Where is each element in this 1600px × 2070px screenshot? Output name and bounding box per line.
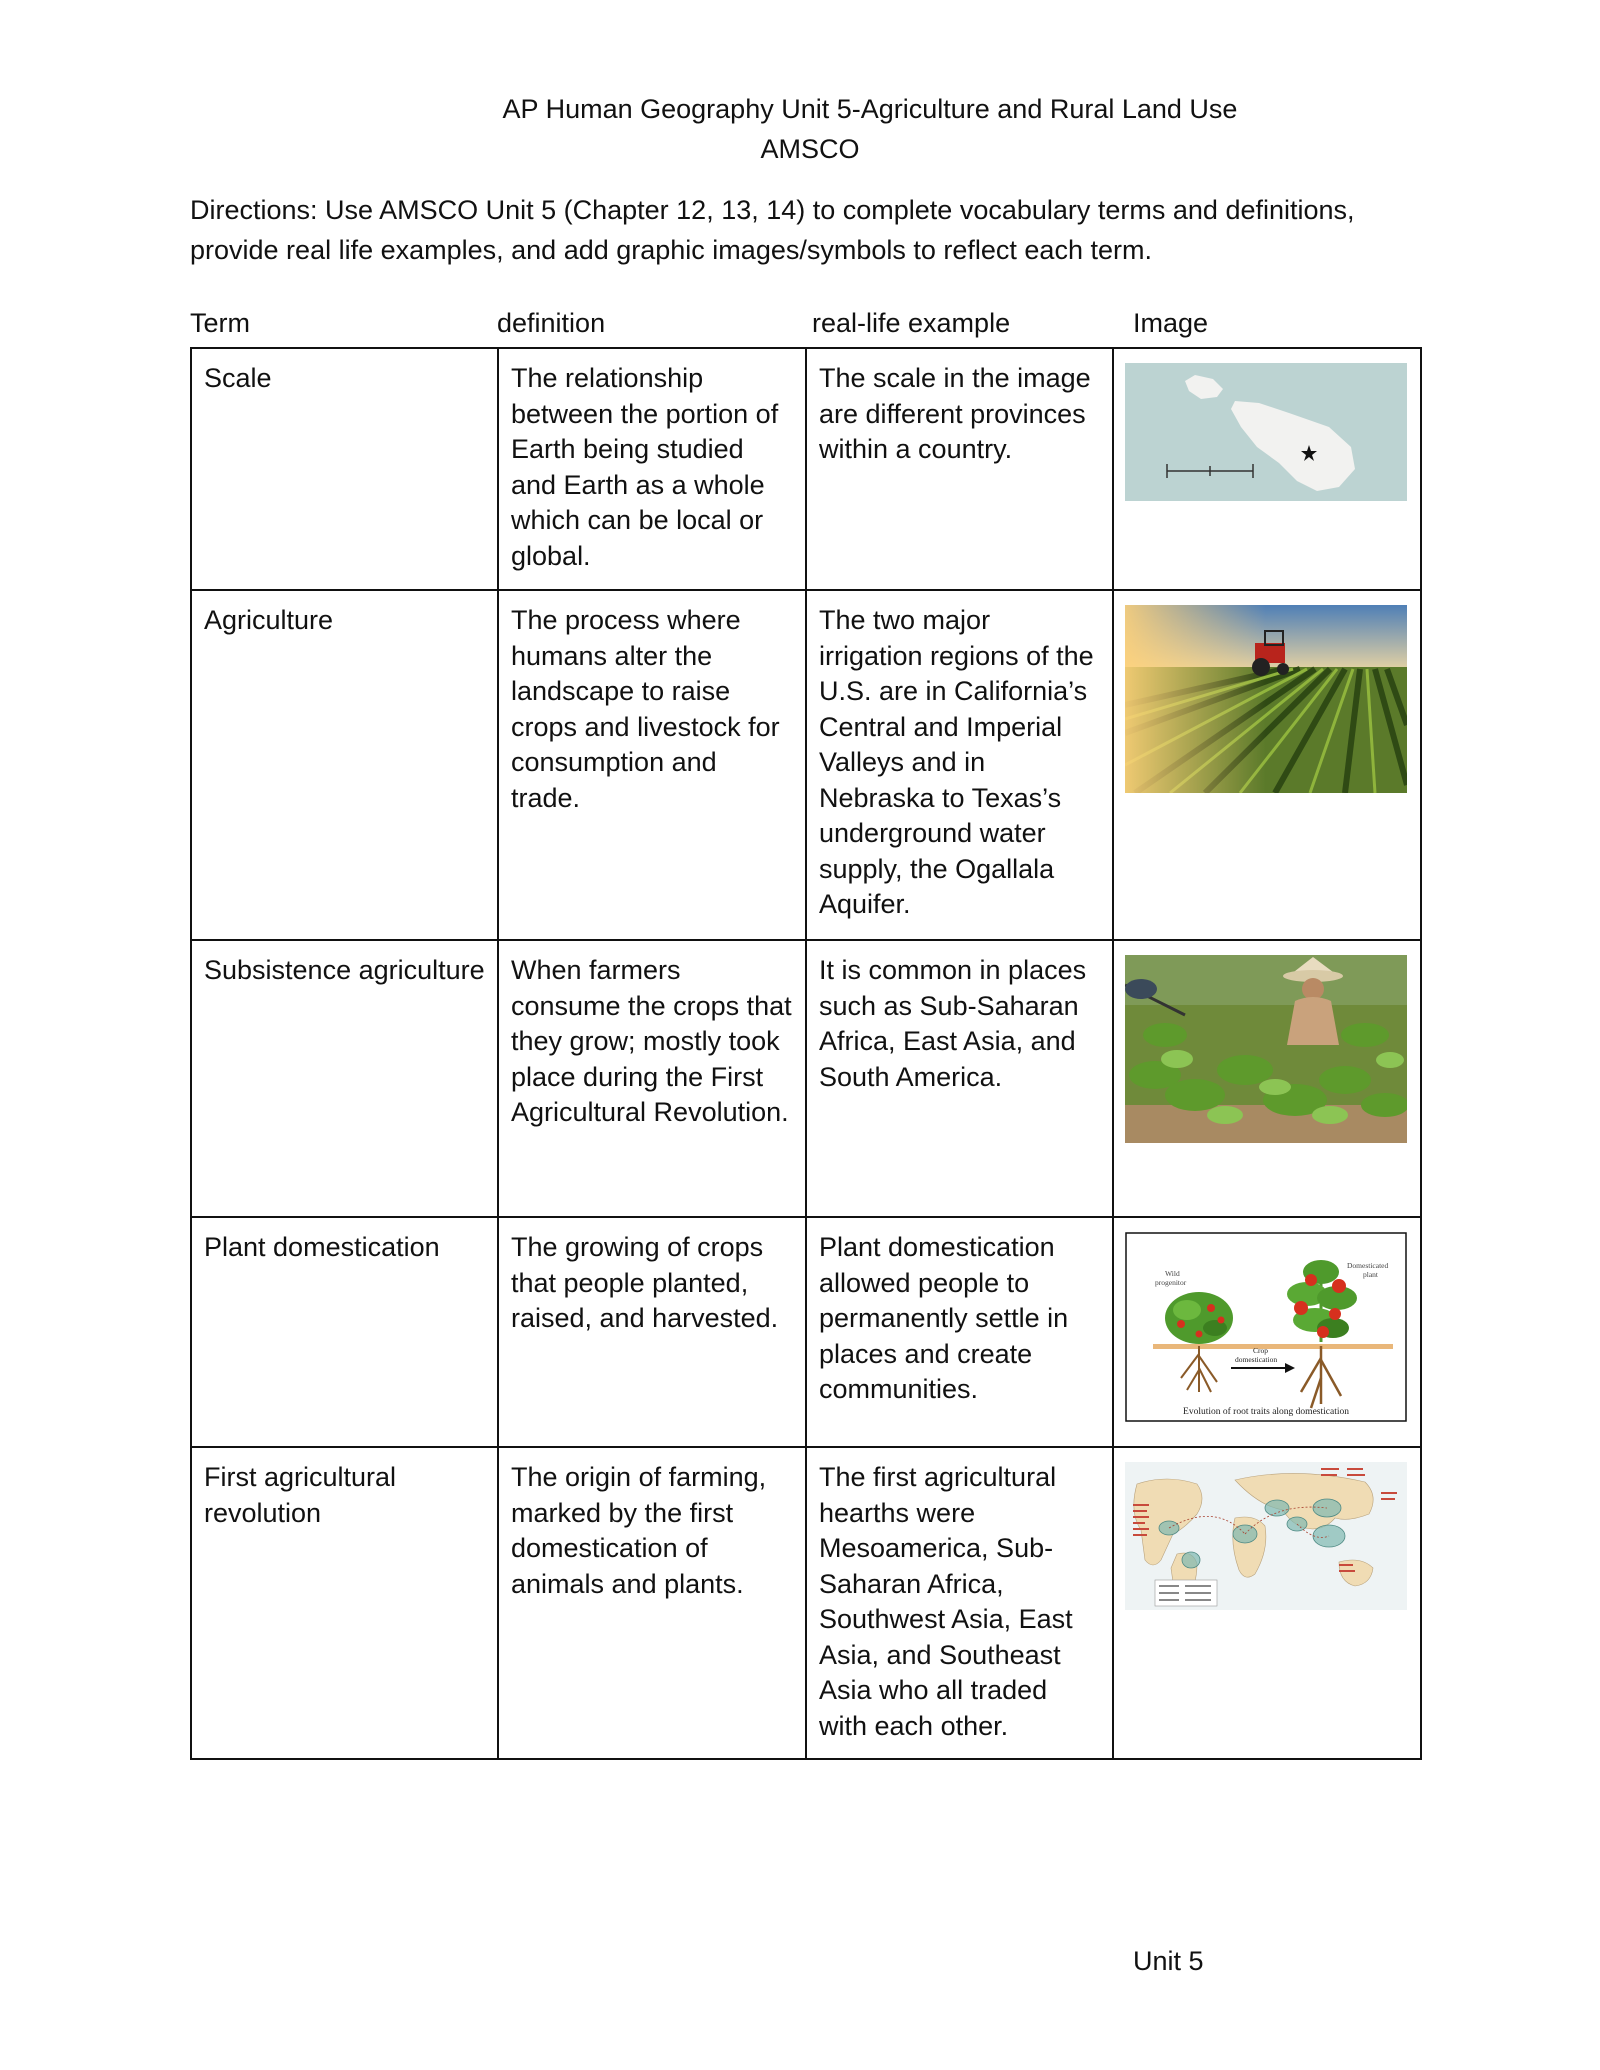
term-cell: Agriculture xyxy=(191,590,498,940)
arrow-label-line2: domestication xyxy=(1235,1355,1278,1364)
table-row xyxy=(191,1447,1421,1759)
image-cell xyxy=(1113,940,1421,1217)
document-title: AP Human Geography Unit 5-Agriculture and Rural Land Use xyxy=(502,94,1238,124)
term-cell: Plant domestication xyxy=(191,1217,498,1447)
example-cell: The two major irrigation regions of the U.S. are in California’s Central and Imperial Valleys and in Nebraska to Texas’s underground water supply, the Ogallala Aquifer. xyxy=(806,590,1113,940)
example-cell: The first agricultural hearths were Mesoamerica, Sub-Saharan Africa, Southwest Asia, East Asia, and Southeast Asia who all traded with each other. xyxy=(806,1447,1113,1759)
agricultural-hearths-world-map xyxy=(1125,1462,1407,1610)
map-with-scale-bar-image xyxy=(1125,363,1407,501)
page-footer: Unit 5 xyxy=(1133,1946,1204,1976)
plant-domestication-diagram xyxy=(1125,1232,1407,1422)
image-cell xyxy=(1113,1447,1421,1759)
definition-cell: The relationship between the portion of Earth being studied and Earth as a whole which can be local or global. xyxy=(498,348,806,590)
wild-label-line2: progenitor xyxy=(1155,1278,1187,1287)
term-cell: First agricultural revolution xyxy=(191,1447,498,1759)
domesticated-label-line1: Domesticated xyxy=(1347,1261,1389,1270)
farmer-tending-crops-photo xyxy=(1125,955,1407,1143)
table-row xyxy=(191,348,1421,590)
tractor-in-field-photo xyxy=(1125,605,1407,793)
image-cell xyxy=(1113,1217,1421,1447)
domesticated-label-line2: plant xyxy=(1363,1270,1378,1279)
column-header-definition: definition xyxy=(497,308,606,338)
definition-cell: The growing of crops that people planted, raised, and harvested. xyxy=(498,1217,806,1447)
definition-cell: When farmers consume the crops that they grow; mostly took place during the First Agricultural Revolution. xyxy=(498,940,806,1217)
definition-cell: The process where humans alter the landscape to raise crops and livestock for consumption and trade. xyxy=(498,590,806,940)
table-row xyxy=(191,940,1421,1217)
image-cell xyxy=(1113,590,1421,940)
definition-cell: The origin of farming, marked by the first domestication of animals and plants. xyxy=(498,1447,806,1759)
arrow-label-line1: Crop xyxy=(1253,1346,1268,1355)
directions-text: Directions: Use AMSCO Unit 5 (Chapter 12, 13, 14) to complete vocabulary terms and definitions, provide real life examples, and add graphic images/symbols to reflect each term. xyxy=(190,195,1355,265)
column-header-term: Term xyxy=(190,308,250,338)
vocabulary-table xyxy=(190,347,1422,1760)
column-header-example: real-life example xyxy=(812,308,1011,338)
example-cell: It is common in places such as Sub-Saharan Africa, East Asia, and South America. xyxy=(806,940,1113,1217)
term-cell: Scale xyxy=(191,348,498,590)
document-subtitle: AMSCO xyxy=(760,134,860,164)
column-header-image: Image xyxy=(1133,308,1209,338)
example-cell: The scale in the image are different provinces within a country. xyxy=(806,348,1113,590)
term-cell: Subsistence agriculture xyxy=(191,940,498,1217)
image-cell xyxy=(1113,348,1421,590)
wild-label-line1: Wild xyxy=(1165,1269,1180,1278)
table-row xyxy=(191,1217,1421,1447)
diagram-caption: Evolution of root traits along domestication xyxy=(1183,1407,1349,1417)
table-row xyxy=(191,590,1421,940)
example-cell: Plant domestication allowed people to permanently settle in places and create communities. xyxy=(806,1217,1113,1447)
